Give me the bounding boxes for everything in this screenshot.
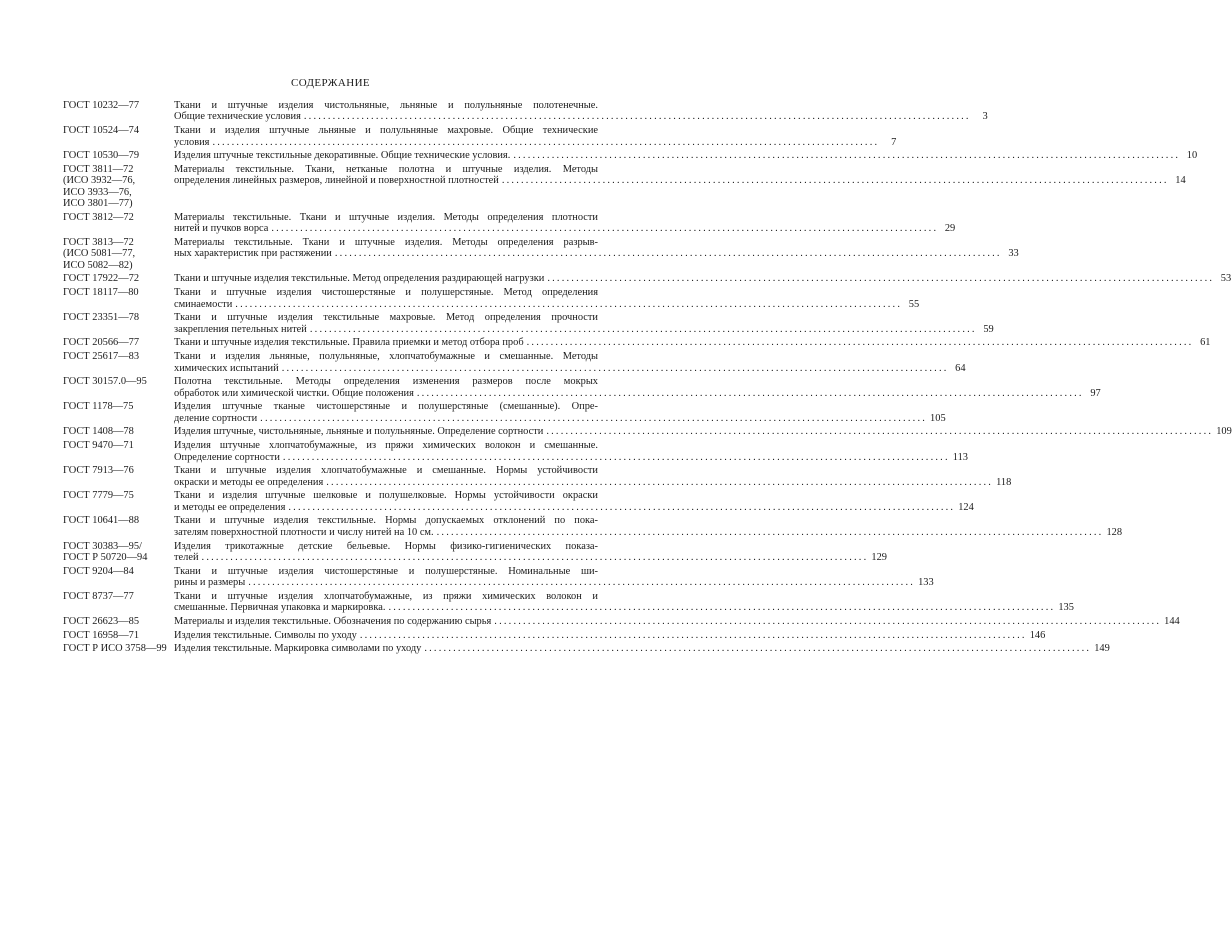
standard-codes [63,237,174,271]
page-number: 124 [958,501,974,513]
dot-leader: ........................................................................................................................................... [303,111,971,123]
page-number: 29 [944,223,956,235]
standard-code: ГОСТ 9204—84 [63,565,134,577]
entry-last-line [174,223,956,235]
page-number: 118 [996,476,1012,488]
entry-description [174,125,897,148]
page-number: 135 [1058,602,1074,614]
entry-description [174,337,1211,349]
page-number: 55 [908,298,920,310]
entry-description [174,440,968,463]
entry-last-line [174,248,1019,260]
toc-entry [63,426,1232,438]
dot-leader: ........................................................................................................................................... [326,476,994,488]
entry-last-line [174,501,974,513]
entry-text: деление сортности [174,412,258,424]
dot-leader: ........................................................................................................................................... [282,451,950,463]
entry-text-line: Полотна текстильные. Методы определения изменения размеров после мокрых [174,376,598,388]
standard-code: ГОСТ 16958—71 [63,629,140,641]
entry-text: Общие технические условия [174,111,301,123]
standard-code: ГОСТ 1408—78 [63,426,134,438]
entry-text: рины и размеры [174,577,246,589]
dot-leader: ........................................................................................................................................... [212,136,880,148]
entry-text-line: Изделия штучные тканые чистошерстяные и полушерстяные (смешанные). Опре- [174,401,598,413]
entry-description [174,376,1101,399]
dot-leader: ........................................................................................................................................... [359,629,1027,641]
entry-description [174,312,994,335]
standard-code: ГОСТ 3812—72 [63,211,134,223]
standard-codes [63,440,174,463]
standard-codes [63,125,174,148]
entry-description [174,590,1074,614]
entry-text: смешанные. Первичная упаковка и маркировка. [174,602,386,614]
standard-code: ИСО 3933—76, [63,186,132,198]
entry-last-line [174,526,1123,538]
page-number: 61 [1200,337,1211,349]
entry-last-line [174,150,1198,162]
entry-last-line [174,298,920,310]
entry-text-line: Ткани и штучные изделия текстильные махровые. Метод определения прочности [174,312,598,324]
entry-description [174,287,920,310]
entry-text-line: Материалы текстильные. Ткани и штучные изделия. Методы определения разрыв- [174,236,598,248]
entry-text-line: Материалы текстильные. Ткани, нетканые полотна и штучные изделия. Методы [174,163,598,175]
toc-entry [63,100,988,123]
standard-codes [63,643,174,654]
standard-codes [63,490,174,513]
dot-leader: ........................................................................................................................................... [260,412,928,424]
page-number: 129 [871,551,887,563]
toc-entry [63,125,897,148]
entry-description [174,426,1232,438]
standard-code: ИСО 5082—82) [63,259,133,271]
standard-code: ГОСТ 20566—77 [63,337,140,349]
toc-entry [63,590,1074,614]
standard-code: ГОСТ 26623—85 [63,615,140,627]
standard-code: ГОСТ 30157.0—95 [63,376,147,388]
entry-text: и методы ее определения [174,501,286,513]
entry-last-line [174,426,1232,438]
dot-leader: ........................................................................................................................................... [424,643,1092,655]
standard-codes [63,337,174,348]
entry-description [174,465,1012,488]
dot-leader: ........................................................................................................................................... [288,501,956,513]
standard-code: ГОСТ 7913—76 [63,465,134,477]
entry-text: Ткани и штучные изделия текстильные. Метод определения раздирающей нагрузки [174,273,545,285]
standard-codes [63,351,174,374]
page-number: 7 [891,136,897,148]
page-title: СОДЕРЖАНИЕ [290,77,371,89]
dot-leader: ........................................................................................................................................... [201,551,869,563]
standard-codes [63,541,174,564]
standard-code: ГОСТ 25617—83 [63,351,140,363]
entry-text-line: Ткани и штучные изделия хлопчатобумажные и смешанные. Нормы устойчивости [174,465,598,477]
dot-leader: ........................................................................................................................................... [248,577,916,589]
entry-last-line [174,323,994,335]
toc-entry [63,490,974,513]
entry-text-line: Ткани и штучные изделия хлопчатобумажные, из пряжи химических волокон и [174,590,598,602]
entry-last-line [174,602,1074,614]
entry-last-line [174,615,1180,627]
standard-code: (ИСО 3932—76, [63,175,136,187]
entry-last-line [174,451,968,463]
dot-leader: ........................................................................................................................................... [334,248,1002,260]
standard-code: ГОСТ 3811—72 [63,163,134,175]
entry-text: Изделия текстильные. Символы по уходу [174,629,357,641]
entry-description [174,211,956,235]
entry-text: Изделия штучные, чистольняные, льняные и полульняные. Определение сортности [174,426,544,438]
page-number: 144 [1164,615,1180,627]
entry-text: телей [174,551,199,563]
standard-codes [63,465,174,488]
entry-text: Ткани и штучные изделия текстильные. Правила приемки и метод отбора проб [174,337,524,349]
standard-codes [63,401,174,424]
entry-text-line: Изделия трикотажные детские бельевые. Нормы физико-гигиенических показа- [174,540,598,552]
standard-code: ГОСТ 10641—88 [63,515,140,527]
standard-codes [63,630,174,641]
standard-code: ГОСТ 9470—71 [63,440,134,452]
toc-entry [63,376,1101,399]
entry-last-line [174,337,1211,349]
entry-last-line [174,412,946,424]
standard-code: ГОСТ 3813—72 [63,236,134,248]
page-number: 59 [983,323,994,335]
standard-codes [63,566,174,589]
dot-leader: ........................................................................................................................................... [501,175,1169,187]
entry-description [174,615,1180,627]
dot-leader: ........................................................................................................................................... [281,362,949,374]
entry-text: Изделия штучные текстильные декоративные. Общие технические условия. [174,150,511,162]
entry-description [174,490,974,513]
standard-code: ГОСТ 17922—72 [63,273,140,285]
dot-leader: ........................................................................................................................................... [416,387,1084,399]
standard-codes [63,376,174,399]
standard-code: ГОСТ 7779—75 [63,490,134,502]
entry-text: окраски и методы ее определения [174,476,324,488]
page-number: 128 [1106,526,1123,538]
dot-leader: ........................................................................................................................................... [309,323,977,335]
toc-entry [63,540,887,564]
toc-entry [63,615,1180,627]
entry-text: сминаемости [174,298,233,310]
toc-entry [63,273,1232,285]
page-number: 109 [1216,426,1232,438]
entry-description [174,515,1123,538]
toc-entry [63,236,1019,271]
page-number: 53 [1220,273,1232,285]
entry-last-line [174,136,897,148]
dot-leader: ........................................................................................................................................... [546,426,1214,438]
entry-description [174,100,988,123]
page-number: 33 [1008,248,1019,260]
toc-entry [63,629,1046,641]
table-of-contents [63,100,1232,657]
standard-code: ГОСТ Р 50720—94 [63,551,148,563]
entry-text: обработок или химической чистки. Общие положения [174,387,414,399]
entry-description [174,150,1198,162]
toc-entry [63,565,934,589]
standard-codes [63,591,174,614]
standard-code: (ИСО 5081—77, [63,248,136,260]
standard-codes [63,212,174,235]
dot-leader: ........................................................................................................................................... [513,150,1181,162]
dot-leader: ........................................................................................................................................... [388,602,1056,614]
entry-text-line: Ткани и изделия льняные, полульняные, хлопчатобумажные и смешанные. Методы [174,351,598,363]
entry-last-line [174,643,1110,655]
entry-text: закрепления петельных нитей [174,323,307,335]
entry-text: Материалы и изделия текстильные. Обозначения по содержанию сырья [174,615,492,627]
standard-codes [63,164,174,210]
page-number: 133 [918,577,934,589]
toc-entry [63,150,1198,162]
page-number: 10 [1186,150,1198,162]
page-number: 3 [982,111,988,123]
dot-leader: ........................................................................................................................................... [271,223,939,235]
dot-leader: ........................................................................................................................................... [526,337,1194,349]
entry-text-line: Ткани и изделия штучные шелковые и полушелковые. Нормы устойчивости окраски [174,490,598,502]
entry-text: условия [174,136,210,148]
entry-last-line [174,387,1101,399]
entry-text-line: Материалы текстильные. Ткани и штучные изделия. Методы определения плотности [174,211,598,223]
standard-codes [63,273,174,284]
page-number: 64 [955,362,966,374]
entry-last-line [174,577,934,589]
standard-codes [63,287,174,310]
standard-code: ГОСТ 10524—74 [63,125,140,137]
entry-last-line [174,551,887,563]
toc-entry [63,163,1186,210]
dot-leader: ........................................................................................................................................... [547,273,1215,285]
toc-entry [63,287,920,310]
toc-entry [63,401,946,424]
page-number: 113 [952,451,968,463]
toc-entry [63,515,1123,538]
entry-text: Изделия текстильные. Маркировка символами по уходу [174,643,422,655]
standard-codes [63,426,174,437]
entry-text-line: Ткани и штучные изделия текстильные. Нормы допускаемых отклонений по пока- [174,515,598,527]
entry-description [174,629,1046,641]
dot-leader: ........................................................................................................................................... [494,615,1162,627]
page-number: 14 [1175,175,1186,187]
page-number: 105 [930,412,946,424]
standard-code: ИСО 3801—77) [63,198,133,210]
toc-entry [63,465,1012,488]
dot-leader: ........................................................................................................................................... [436,526,1104,538]
entry-text: химических испытаний [174,362,279,374]
entry-text: зателям поверхностной плотности и числу нитей на 10 см. [174,526,434,538]
entry-description [174,163,1186,210]
toc-entry [63,440,968,463]
entry-text: нитей и пучков ворса [174,223,269,235]
entry-last-line [174,111,988,123]
standard-code: ГОСТ Р ИСО 3758—99 [63,643,167,655]
entry-description [174,273,1232,285]
entry-description [174,351,966,374]
entry-text-line: Ткани и изделия штучные льняные и полульняные махровые. Общие технические [174,125,598,137]
standard-codes [63,616,174,627]
entry-text-line: Изделия штучные хлопчатобумажные, из пряжи химических волокон и смешанные. [174,440,598,452]
entry-description [174,540,887,564]
entry-last-line [174,362,966,374]
entry-text-line: Ткани и штучные изделия чистошерстяные и полушерстяные. Номинальные ши- [174,565,598,577]
entry-last-line [174,273,1232,285]
standard-code: ГОСТ 1178—75 [63,401,134,413]
entry-text: определения линейных размеров, линейной и поверхностной плотностей [174,175,499,187]
entry-description [174,401,946,424]
dot-leader: ........................................................................................................................................... [235,298,903,310]
entry-description [174,565,934,589]
toc-entry [63,337,1211,349]
standard-code: ГОСТ 23351—78 [63,312,140,324]
entry-description [174,643,1110,655]
page-number: 97 [1090,387,1101,399]
page-number: 149 [1094,643,1110,655]
standard-codes [63,100,174,123]
standard-codes [63,312,174,335]
standard-codes [63,515,174,538]
toc-entry [63,312,994,335]
toc-entry [63,351,966,374]
entry-description [174,236,1019,271]
standard-code: ГОСТ 30383—95/ [63,540,142,552]
toc-entry [63,211,956,235]
entry-text-line: Ткани и штучные изделия чистошерстяные и полушерстяные. Метод определения [174,287,598,299]
entry-text-line: Ткани и штучные изделия чистольняные, льняные и полульняные полотенечные. [174,100,598,111]
standard-code: ГОСТ 18117—80 [63,287,139,299]
standard-code: ГОСТ 10530—79 [63,150,140,162]
page-number: 146 [1029,629,1046,641]
entry-text: Определение сортности [174,451,280,463]
entry-text: ных характеристик при растяжении [174,248,332,260]
entry-last-line [174,476,1012,488]
standard-codes [63,150,174,161]
standard-code: ГОСТ 8737—77 [63,590,134,602]
toc-entry [63,643,1110,655]
entry-last-line [174,629,1046,641]
entry-last-line [174,175,1186,187]
standard-code: ГОСТ 10232—77 [63,100,140,111]
